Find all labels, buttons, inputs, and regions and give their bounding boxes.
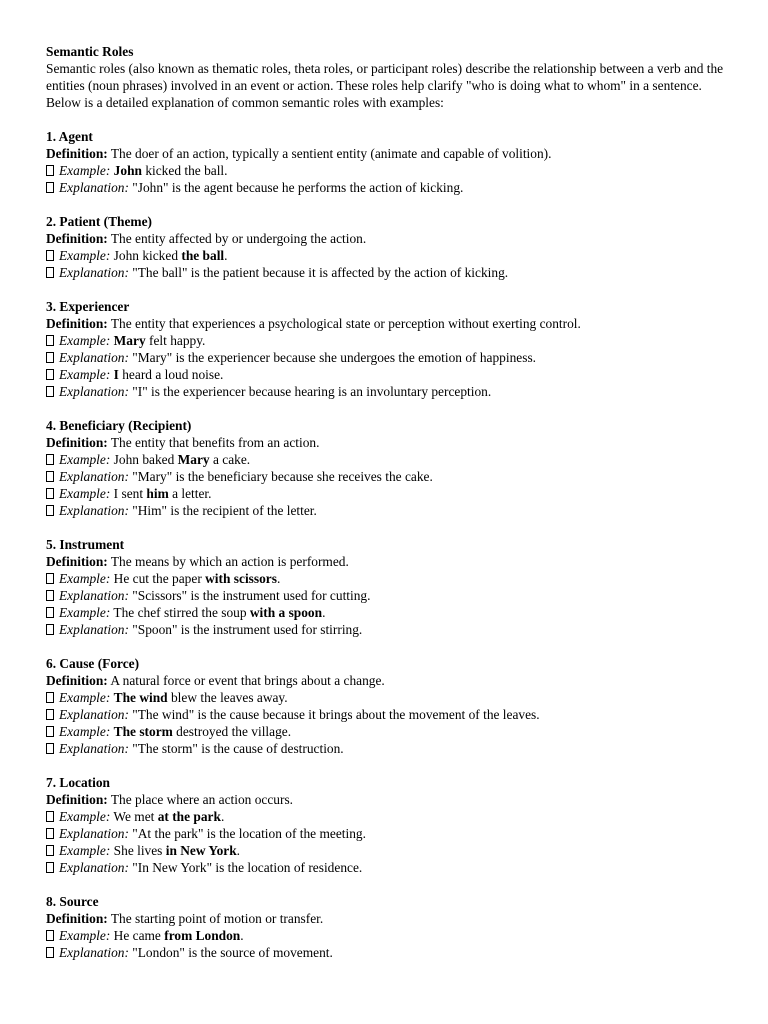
- example-text: The chef stirred the soup: [113, 605, 250, 620]
- explanation-label: Explanation:: [59, 503, 129, 518]
- role-highlight: from London: [164, 928, 241, 943]
- role-section: [46, 417, 726, 519]
- missing-glyph-icon: [46, 743, 54, 754]
- missing-glyph-icon: [46, 726, 54, 737]
- example-line: [46, 332, 726, 349]
- explanation-text: "The ball" is the patient because it is affected by the action of kicking.: [132, 265, 509, 280]
- definition-label: Definition:: [46, 792, 108, 807]
- example-text: .: [276, 571, 281, 586]
- role-highlight: John: [113, 163, 142, 178]
- role-section: [46, 298, 726, 400]
- missing-glyph-icon: [46, 947, 54, 958]
- definition-line: [46, 230, 726, 247]
- explanation-line: [46, 706, 726, 723]
- missing-glyph-icon: [46, 607, 54, 618]
- definition-label: Definition:: [46, 673, 108, 688]
- example-text: destroyed the village.: [172, 724, 292, 739]
- definition-label: Definition:: [46, 435, 108, 450]
- explanation-text: "London" is the source of movement.: [132, 945, 333, 960]
- intro-paragraph: Semantic roles (also known as thematic roles, theta roles, or participant roles) describe the relationship between a verb and the entities (noun phrases) involved in an event or action. These roles help clarify "who is doing what to whom" in a sentence. Below is a detailed explanation of common semantic roles with examples:: [46, 61, 724, 110]
- definition-line: [46, 553, 726, 570]
- example-text: kicked the ball.: [141, 163, 228, 178]
- example-text: .: [322, 605, 326, 620]
- explanation-label: Explanation:: [59, 741, 129, 756]
- role-highlight: in New York: [165, 843, 237, 858]
- missing-glyph-icon: [46, 845, 54, 856]
- missing-glyph-icon: [46, 454, 54, 465]
- example-label: Example:: [59, 809, 111, 824]
- section-heading: 7. Location: [46, 775, 110, 790]
- example-line: [46, 162, 726, 179]
- section-heading: 1. Agent: [46, 129, 93, 144]
- explanation-text: "Mary" is the beneficiary because she receives the cake.: [132, 469, 433, 484]
- explanation-label: Explanation:: [59, 180, 129, 195]
- explanation-text: "The storm" is the cause of destruction.: [132, 741, 344, 756]
- explanation-label: Explanation:: [59, 384, 129, 399]
- role-highlight: Mary: [113, 333, 146, 348]
- explanation-label: Explanation:: [59, 265, 129, 280]
- missing-glyph-icon: [46, 828, 54, 839]
- example-line: [46, 366, 726, 383]
- example-label: Example:: [59, 452, 111, 467]
- explanation-text: "I" is the experiencer because hearing is an involuntary perception.: [132, 384, 492, 399]
- missing-glyph-icon: [46, 573, 54, 584]
- section-heading: 3. Experiencer: [46, 299, 130, 314]
- role-section: [46, 774, 726, 876]
- missing-glyph-icon: [46, 862, 54, 873]
- explanation-label: Explanation:: [59, 945, 129, 960]
- example-text: We met: [113, 809, 158, 824]
- definition-label: Definition:: [46, 316, 108, 331]
- section-heading: 6. Cause (Force): [46, 656, 140, 671]
- example-text: heard a loud noise.: [118, 367, 224, 382]
- definition-text: The entity that benefits from an action.: [110, 435, 320, 450]
- example-label: Example:: [59, 248, 111, 263]
- missing-glyph-icon: [46, 624, 54, 635]
- explanation-text: "Spoon" is the instrument used for stirring.: [132, 622, 363, 637]
- explanation-label: Explanation:: [59, 588, 129, 603]
- example-text: .: [224, 248, 228, 263]
- example-text: John baked: [113, 452, 178, 467]
- sections-container: [46, 128, 726, 961]
- definition-text: The starting point of motion or transfer.: [110, 911, 324, 926]
- explanation-line: [46, 740, 726, 757]
- explanation-text: "Scissors" is the instrument used for cutting.: [132, 588, 371, 603]
- example-line: [46, 451, 726, 468]
- definition-line: [46, 910, 726, 927]
- example-line: [46, 808, 726, 825]
- example-text: .: [236, 843, 241, 858]
- definition-line: [46, 672, 726, 689]
- document-page: [46, 43, 726, 978]
- definition-line: [46, 145, 726, 162]
- missing-glyph-icon: [46, 369, 54, 380]
- definition-line: [46, 791, 726, 808]
- explanation-label: Explanation:: [59, 469, 129, 484]
- definition-text: The doer of an action, typically a sentient entity (animate and capable of volition).: [110, 146, 552, 161]
- definition-text: The entity that experiences a psychological state or perception without exerting control.: [110, 316, 581, 331]
- explanation-line: [46, 264, 726, 281]
- missing-glyph-icon: [46, 709, 54, 720]
- definition-text: The place where an action occurs.: [110, 792, 294, 807]
- definition-line: [46, 315, 726, 332]
- role-highlight: I: [113, 367, 119, 382]
- explanation-text: "The wind" is the cause because it brings about the movement of the leaves.: [132, 707, 540, 722]
- role-highlight: him: [146, 486, 169, 501]
- example-label: Example:: [59, 724, 111, 739]
- missing-glyph-icon: [46, 267, 54, 278]
- example-label: Example:: [59, 843, 111, 858]
- explanation-line: [46, 349, 726, 366]
- section-heading: 2. Patient (Theme): [46, 214, 152, 229]
- example-text: .: [240, 928, 244, 943]
- definition-label: Definition:: [46, 554, 108, 569]
- explanation-text: "Him" is the recipient of the letter.: [132, 503, 317, 518]
- missing-glyph-icon: [46, 386, 54, 397]
- role-highlight: the ball: [181, 248, 225, 263]
- explanation-text: "At the park" is the location of the meeting.: [132, 826, 366, 841]
- missing-glyph-icon: [46, 471, 54, 482]
- example-text: He cut the paper: [113, 571, 206, 586]
- example-label: Example:: [59, 571, 111, 586]
- example-text: .: [220, 809, 225, 824]
- missing-glyph-icon: [46, 505, 54, 516]
- example-label: Example:: [59, 690, 111, 705]
- missing-glyph-icon: [46, 335, 54, 346]
- explanation-text: "In New York" is the location of residence.: [132, 860, 363, 875]
- example-line: [46, 842, 726, 859]
- section-heading: 8. Source: [46, 894, 99, 909]
- missing-glyph-icon: [46, 930, 54, 941]
- missing-glyph-icon: [46, 182, 54, 193]
- explanation-line: [46, 944, 726, 961]
- explanation-label: Explanation:: [59, 826, 129, 841]
- explanation-line: [46, 502, 726, 519]
- definition-text: A natural force or event that brings about a change.: [110, 673, 385, 688]
- example-text: felt happy.: [145, 333, 206, 348]
- explanation-label: Explanation:: [59, 350, 129, 365]
- explanation-label: Explanation:: [59, 707, 129, 722]
- explanation-line: [46, 179, 726, 196]
- example-text: She lives: [113, 843, 166, 858]
- example-line: [46, 689, 726, 706]
- explanation-text: "John" is the agent because he performs the action of kicking.: [132, 180, 464, 195]
- explanation-line: [46, 825, 726, 842]
- definition-label: Definition:: [46, 146, 108, 161]
- role-section: [46, 893, 726, 961]
- definition-text: The means by which an action is performed.: [110, 554, 349, 569]
- example-text: I sent: [113, 486, 147, 501]
- example-line: [46, 485, 726, 502]
- explanation-line: [46, 587, 726, 604]
- missing-glyph-icon: [46, 590, 54, 601]
- definition-label: Definition:: [46, 231, 108, 246]
- section-heading: 5. Instrument: [46, 537, 125, 552]
- role-highlight: with scissors: [205, 571, 277, 586]
- definition-line: [46, 434, 726, 451]
- example-label: Example:: [59, 605, 111, 620]
- missing-glyph-icon: [46, 250, 54, 261]
- example-label: Example:: [59, 928, 111, 943]
- definition-label: Definition:: [46, 911, 108, 926]
- role-highlight: with a spoon: [249, 605, 323, 620]
- missing-glyph-icon: [46, 811, 54, 822]
- document-title: Semantic Roles: [46, 44, 134, 59]
- definition-text: The entity affected by or undergoing the action.: [110, 231, 367, 246]
- example-label: Example:: [59, 163, 111, 178]
- explanation-line: [46, 859, 726, 876]
- missing-glyph-icon: [46, 488, 54, 499]
- role-highlight: The storm: [113, 724, 173, 739]
- missing-glyph-icon: [46, 352, 54, 363]
- explanation-label: Explanation:: [59, 622, 129, 637]
- role-highlight: The wind: [113, 690, 168, 705]
- role-section: [46, 128, 726, 196]
- missing-glyph-icon: [46, 165, 54, 176]
- explanation-label: Explanation:: [59, 860, 129, 875]
- example-line: [46, 247, 726, 264]
- explanation-line: [46, 383, 726, 400]
- example-label: Example:: [59, 486, 111, 501]
- example-label: Example:: [59, 333, 111, 348]
- example-line: [46, 604, 726, 621]
- role-section: [46, 536, 726, 638]
- example-line: [46, 723, 726, 740]
- explanation-line: [46, 621, 726, 638]
- explanation-line: [46, 468, 726, 485]
- explanation-text: "Mary" is the experiencer because she undergoes the emotion of happiness.: [132, 350, 537, 365]
- example-text: blew the leaves away.: [167, 690, 288, 705]
- example-text: a letter.: [168, 486, 212, 501]
- example-text: a cake.: [209, 452, 251, 467]
- role-highlight: Mary: [177, 452, 210, 467]
- example-text: He came: [113, 928, 165, 943]
- example-text: John kicked: [113, 248, 182, 263]
- role-section: [46, 213, 726, 281]
- role-highlight: at the park: [157, 809, 221, 824]
- example-line: [46, 570, 726, 587]
- example-line: [46, 927, 726, 944]
- section-heading: 4. Beneficiary (Recipient): [46, 418, 192, 433]
- example-label: Example:: [59, 367, 111, 382]
- role-section: [46, 655, 726, 757]
- missing-glyph-icon: [46, 692, 54, 703]
